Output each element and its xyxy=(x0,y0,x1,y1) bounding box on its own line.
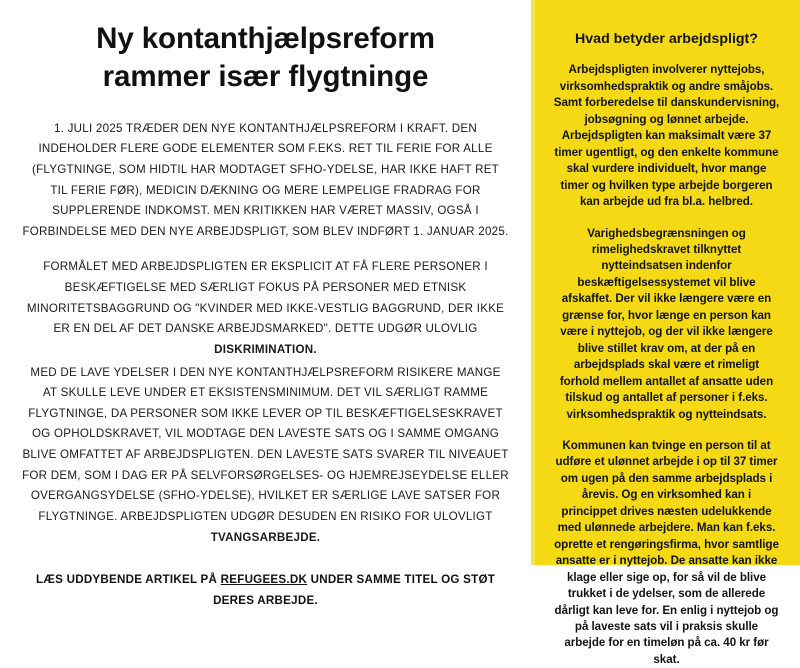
sidebar-paragraph-2: Varighedsbegrænsningen og rimelighedskravet tilknyttet nytteindsatsen indenfor beskæftigelsessystemet vil blive afskaffet. Der vil ikke længere være en grænse for, hvor længe en person kan være i nyttejob, og der vil ikke længere blive stillet krav om, at der på en arbejdsplads skal være et rimeligt forhold mellem antallet af ansatte uden tilskud og antallet af personer i f.eks. virksomhedspraktik og nytteindsats. xyxy=(559,226,774,421)
headline-line-2: rammer især flygtninge xyxy=(102,60,429,94)
source-note-suffix: UNDER SAMME TITEL OG STØT DERES ARBEJDE. xyxy=(213,573,496,607)
paragraph-intro: 1. JULI 2025 TRÆDER DEN NYE KONTANTHJÆLPSREFORM I KRAFT. DEN INDEHOLDER FLERE GODE ELEMENTER SOM F.EKS. RET TIL FERIE FOR ALLE (FLYGTNINGE, SOM HIDTIL HAR MODTAGET SFHO-YDELSE, HAR IKKE HAFT RET TIL FERIE FØR), MEDICIN DÆKNING OG MERE LEMPELIGE FRADRAG FOR SUPPLERENDE INDKOMST. MEN KRITIKKEN HAR VÆRET MASSIV, OGSÅ I FORBINDELSE MED DEN NYE ARBEJDSPLIGT, SOM BLEV INDFØRT 1. JANUAR 2025. xyxy=(22,121,509,238)
sidebar-paragraph-3: Kommunen kan tvinge en person til at udføre et ulønnet arbejde i op til 37 timer om ugen på den samme arbejdsplads i årevis. Og en virksomhed kan i princippet drives næsten udelukkende med ulønnede arbejdere. Man kan f.eks. oprette et rengøringsfirma, hvor samtlige ansatte er i nyttejob. De ansatte kan ikke klage eller sige op, for så vil de blive trukket i de ydelser, som de allerede dårligt kan leve for. En enlig i nyttejob og på laveste sats vil i praksis skulle arbejde for en timeløn på ca. 40 kr før skat. xyxy=(554,438,779,666)
refugees-dk-link[interactable]: REFUGEES.DK xyxy=(220,573,308,587)
page-title xyxy=(22,20,509,97)
source-note-prefix: LÆS UDDYBENDE ARTIKEL PÅ xyxy=(35,573,221,587)
paragraph-ydelser-text: MED DE LAVE YDELSER I DEN NYE KONTANTHJÆLPSREFORM RISIKERE MANGE AT SKULLE LEVE UNDER ET EKSISTENSMINIMUM. DET VIL SÆRLIGT RAMME FLYGTNINGE, DA PERSONER SOM IKKE LEVER OP TIL BESKÆFTIGELSESKRAVET OG OPHOLDSKRAVET, VIL MODTAGE DEN LAVESTE SATS OG I SAMME OMGANG BLIVE OMFATTET AF ARBEJDSPLIGTEN. DEN LAVESTE SATS SVARER TIL NIVEAUET FOR DEM, SOM I DAG ER PÅ SELVFORSØRGELSES- OG HJEMREJSEYDELSE ELLER OVERGANGSYDELSE (SFHO-YDELSE), HVILKET ER SÆRLIGE LAVE SATSER FOR FLYGTNINGE. ARBEJDSPLIGTEN UDGØR DESUDEN EN RISIKO FOR ULOVLIGT xyxy=(22,365,509,523)
paragraph-ydelser xyxy=(22,363,509,549)
paragraph-formaal xyxy=(22,257,509,360)
article-body xyxy=(22,119,509,623)
headline-line-1: Ny kontanthjælpsreform xyxy=(96,22,435,55)
sidebar-heading: Hvad betyder arbejdspligt? xyxy=(575,31,758,47)
paragraph-ydelser-emphasis: TVANGSARBEJDE. xyxy=(210,530,321,544)
source-note xyxy=(22,570,509,611)
paragraph-formaal-emphasis: DISKRIMINATION. xyxy=(214,342,317,356)
paragraph-formaal-text: FORMÅLET MED ARBEJDSPLIGTEN ER EKSPLICIT AT FÅ FLERE PERSONER I BESKÆFTIGELSE MED SÆRLIGT FOKUS PÅ PERSONER MED ETNISK MINORITETSBAGGRUND OG "KVINDER MED IKKE-VESTLIG BAGGRUND, DER IKKE ER EN DEL AF DET DANSKE ARBEJDSMARKED". DETTE UDGØR ULOVLIG xyxy=(26,260,505,336)
sidebar-paragraph-1: Arbejdspligten involverer nyttejobs, virksomhedspraktik og andre småjobs. Samt forberedelse til danskundervisning, jobsøgning og lønnet arbejde. Arbejdspligten kan maksimalt være 37 timer ugentligt, og den enkelte kommune skal vurdere individuelt, hvor mange timer og hvilken type arbejde borgeren kan arbejde ud fra bl.a. helbred. xyxy=(553,63,780,209)
sidebar-arbejdspligt xyxy=(531,0,800,666)
